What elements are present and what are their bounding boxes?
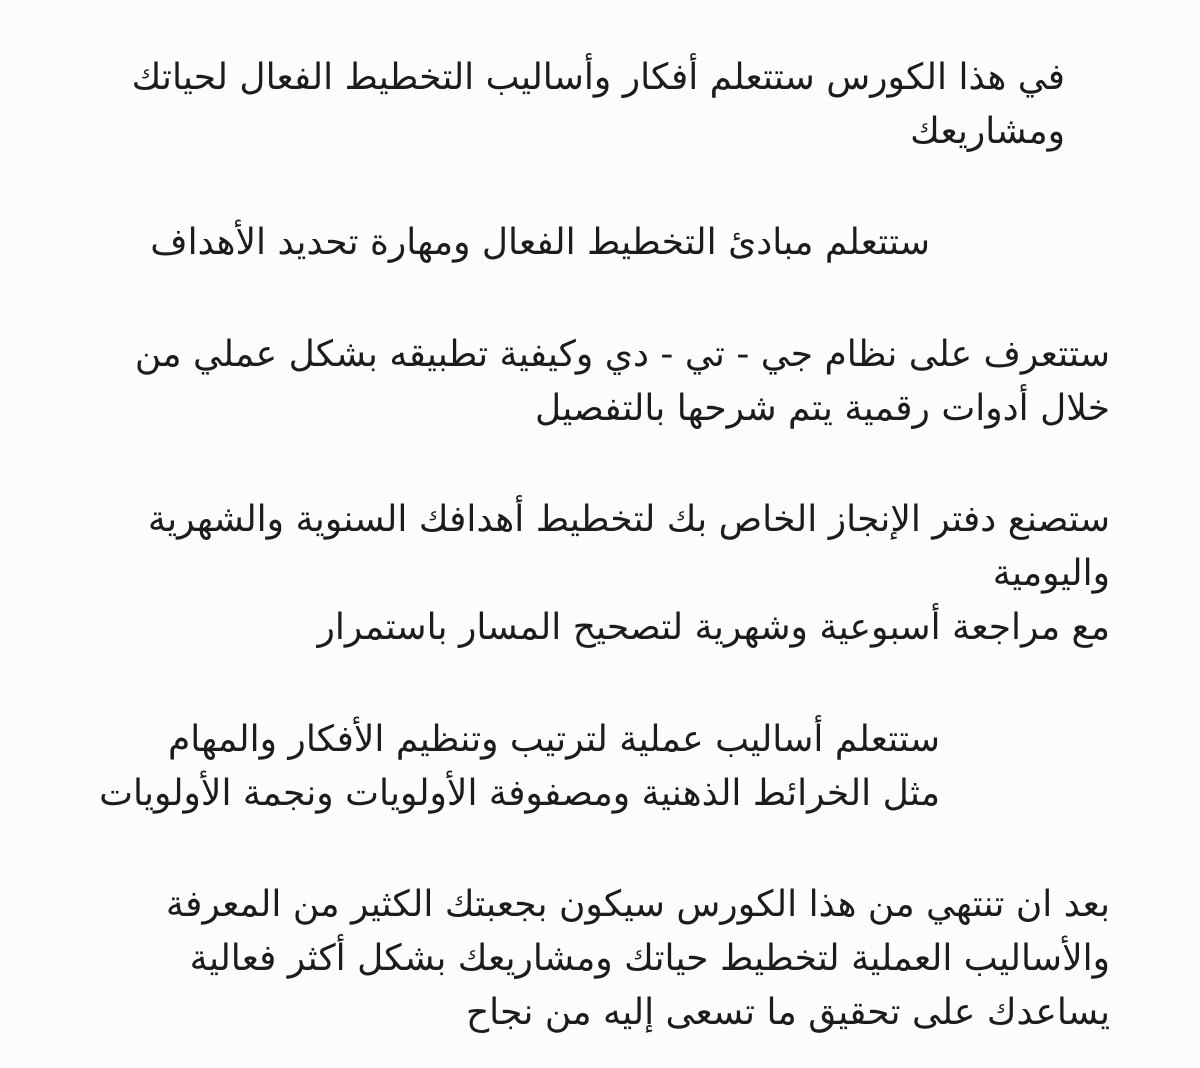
paragraph-planning-principles [60, 216, 930, 270]
text-line: ومشاريعك [910, 111, 1065, 152]
paragraph-organizing-methods [60, 713, 940, 821]
text-line: مع مراجعة أسبوعية وشهرية لتصحيح المسار باستمرار [317, 607, 1110, 648]
text-line: ستتعلم مبادئ التخطيط الفعال ومهارة تحديد الأهداف [150, 222, 930, 263]
text-line: مثل الخرائط الذهنية ومصفوفة الأولويات ونجمة الأولويات [99, 773, 940, 814]
text-line: خلال أدوات رقمية يتم شرحها بالتفصيل [534, 388, 1110, 429]
paragraph-course-outcome [60, 878, 1110, 1040]
text-line: ستصنع دفتر الإنجاز الخاص بك لتخطيط أهدافك السنوية والشهرية [147, 499, 1110, 540]
text-line: في هذا الكورس ستتعلم أفكار وأساليب التخطيط الفعال لحياتك [131, 57, 1065, 98]
text-line: بعد ان تنتهي من هذا الكورس سيكون بجعبتك الكثير من المعرفة [165, 884, 1110, 925]
paragraph-course-intro [60, 51, 1065, 159]
paragraph-gtd-system [60, 328, 1110, 436]
text-line: ستتعلم أساليب عملية لترتيب وتنظيم الأفكار والمهام [167, 719, 940, 760]
text-line: ستتعرف على نظام جي - تي - دي وكيفية تطبيقه بشكل عملي من [134, 334, 1110, 375]
text-line: واليومية [992, 553, 1110, 594]
text-line: يساعدك على تحقيق ما تسعى إليه من نجاح [465, 992, 1110, 1033]
text-line: والأساليب العملية لتخطيط حياتك ومشاريعك بشكل أكثر فعالية [189, 938, 1110, 979]
paragraph-achievement-notebook [60, 493, 1110, 655]
